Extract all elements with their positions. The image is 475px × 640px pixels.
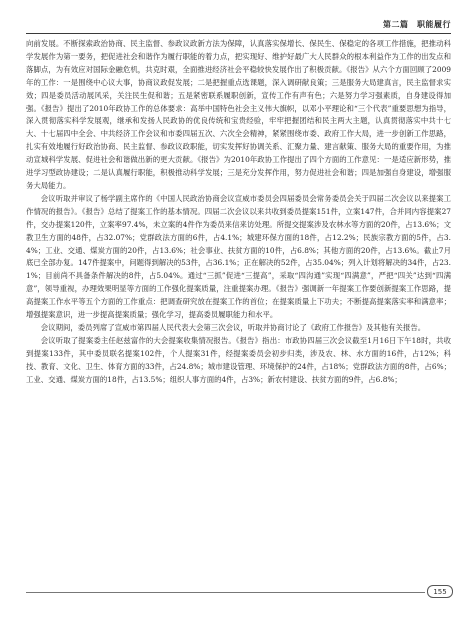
header-rule bbox=[26, 33, 451, 34]
body-text bbox=[26, 38, 451, 586]
paragraph-proposal-collection: 会议听取了提案委主任赵兹富作的大会提案收集情况报告。《报告》指出：市政协四届三次会议截至1月16日下午18时，共收到提案133件，其中委员联名提案102件，个人提案31件，经提案委员会初步归类，涉及农、林、水方面的16件，占12%；科技、教育、文化、卫生、体育方面的33件，占24.8%；城市建设管理、环境保护的24件，占18%；党群政法方面的8件，占6%；工业、交通、煤炭方面的18件，占13.5%；组织人事方面的4件，占3%；新农村建设、扶贫方面的9件，占6.8%； bbox=[26, 335, 451, 384]
paragraph-continued: 向前发展。不断探索政治协商、民主监督、参政议政新方法为保障，认真落实保增长、保民生、保稳定的各项工作措施，把推动科学发展作为第一要务，把促进社会和谐作为履行职能的着力点，把实现好、维护好最广大人民群众的根本利益作为工作的出发点和落脚点，为有效应对国际金融危机，共克时艰，全面推进经济社会平稳较快发展作出了积极贡献。《报告》从六个方面回顾了2009年的工作：一是围绕中心议大事，协商议政促发展；二是把握重点选课题，深入调研献良策；三是服务大局建真言，民主监督求实效；四是委员活动展风采，关注民生促和谐；五是紧密联系履职创新，宣传工作有声有色；六是努力学习强素质，自身建设得加强。《报告》提出了2010年政协工作的总体要求：高举中国特色社会主义伟大旗帜，以邓小平理论和“三个代表”重要思想为指导，深入贯彻落实科学发展观，继承和发扬人民政协的优良传统和宝贵经验，牢牢把握团结和民主两大主题，认真贯彻落实中共十七大、十七届四中全会、中共经济工作会议和市委四届五次、六次全会精神，紧紧围绕市委、政府工作大局，进一步创新工作思路，扎实有效地履行好政治协商、民主监督、参政议政职能，切实发挥好协调关系、汇聚力量、建言献策、服务大局的重要作用，为推动宣城科学发展、促进社会和谐做出新的更大贡献。《报告》为2010年政协工作提出了四个方面的工作意见：一是适应新形势，推进学习型政协建设；二是认真履行职能，积极推动科学发展；三是充分发挥作用，努力促进社会和谐；四是加强自身建设，增强服务大局能力。 bbox=[26, 39, 451, 190]
running-header bbox=[26, 18, 451, 34]
page-number: 155 bbox=[427, 585, 453, 598]
paragraph-proposal-report: 会议听取并审议了杨学副主席作的《中国人民政治协商会议宣威市委员会四届委员会常务委员会关于四届二次会议以来提案工作情况的报告》。《报告》总结了提案工作的基本情况。四届二次会议以来共收到委员提案151件，立案147件，合并同内容提案27件，交办提案120件，立案率97.4%，未立案的4件作为委员来信来访处理。所提交提案涉及农林水等方面的20件，占13.6%；文教卫生方面的48件，占32.07%；党群政法方面的6件，占4.1%；城建环保方面的18件，占12.2%；民族宗教方面的5件，占3.4%；工业、交通、煤炭方面的20件，占13.6%；社会事业、扶贫方面的10件，占6.8%；其他方面的20件，占13.6%。截止7月底已全部办复。147件提案中，问题得到解决的53件，占36.1%；正在解决的52件，占35.04%；列入计划将解决的34件，占23.1%；目前尚不具备条件解决的8件，占5.04%。通过“三抓”促进“三提高”，采取“四沟通”实现“四满意”，严把“四关”达到“四满意”，领导重视，办理效果明显等方面的工作强化提案质量，注重提案办理。《报告》强调新一年提案工作要创新提案工作思路，提高提案工作水平等五个方面的工作重点：把调查研究放在提案工作的首位；在提案质量上下功夫；不断提高提案落实率和满意率；增强提案意识，进一步提高提案质量；强化学习，提高委员履职能力和水平。 bbox=[26, 193, 451, 320]
footer-rule bbox=[26, 592, 425, 593]
paragraph-npc-attendance: 会议期间，委员列席了宣威市第四届人民代表大会第三次会议，听取并协商讨论了《政府工作报告》及其他有关报告。 bbox=[40, 322, 426, 332]
running-title: 第二篇 职能履行 bbox=[377, 19, 451, 30]
